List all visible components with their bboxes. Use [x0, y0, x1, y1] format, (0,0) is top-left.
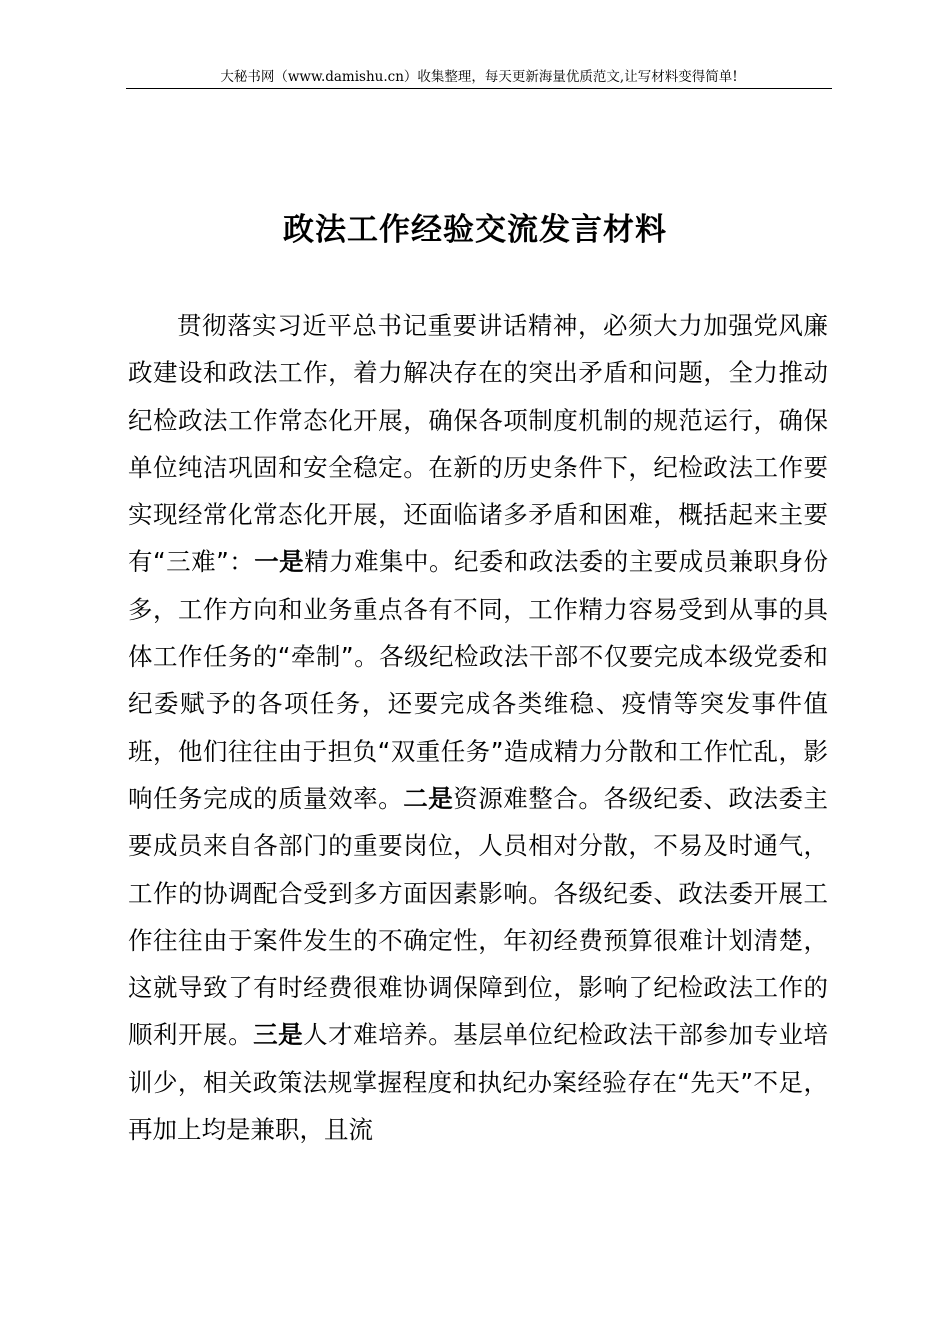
paragraph-segment: 人才难培养。基层单位纪检政法干部参加专业培训少，相关政策法规掌握程度和执纪办案经验存在“先天”不足，再加上均是兼职，且流: [128, 1020, 829, 1145]
paragraph-segment: 贯彻落实习近平总书记重要讲话精神，必须大力加强党风廉政建设和政法工作，着力解决存在的突出矛盾和问题，全力推动纪检政法工作常态化开展，确保各项制度机制的规范运行，确保单位纯洁巩固和安全稳定。在新的历史条件下，纪检政法工作要实现经常化常态化开展，还面临诸多矛盾和困难，概括起来主要有“三难”：: [128, 311, 828, 577]
page-header: 大秘书网（www.damishu.cn）收集整理，每天更新海量优质范文,让写材料变得简单!: [126, 66, 832, 89]
body-paragraph: [128, 302, 828, 1153]
bold-marker-three: 三是: [253, 1020, 304, 1050]
paragraph-segment: 资源难整合。各级纪委、政法委主要成员来自各部门的重要岗位，人员相对分散，不易及时通气，工作的协调配合受到多方面因素影响。各级纪委、政法委开展工作往往由于案件发生的不确定性，年初经费预算很难计划清楚，这就导致了有时经费很难协调保障到位，影响了纪检政法工作的顺利开展。: [128, 783, 829, 1050]
paragraph-segment: 精力难集中。纪委和政法委的主要成员兼职身份多，工作方向和业务重点各有不同，工作精力容易受到从事的具体工作任务的“牵制”。各级纪检政法干部不仅要完成本级党委和纪委赋予的各项任务，还要完成各类维稳、疫情等突发事件值班，他们往往由于担负“双重任务”造成精力分散和工作忙乱，影响任务完成的质量效率。: [128, 547, 829, 813]
bold-marker-two: 二是: [403, 783, 454, 813]
bold-marker-one: 一是: [254, 547, 305, 577]
document-title: 政法工作经验交流发言材料: [283, 212, 667, 248]
